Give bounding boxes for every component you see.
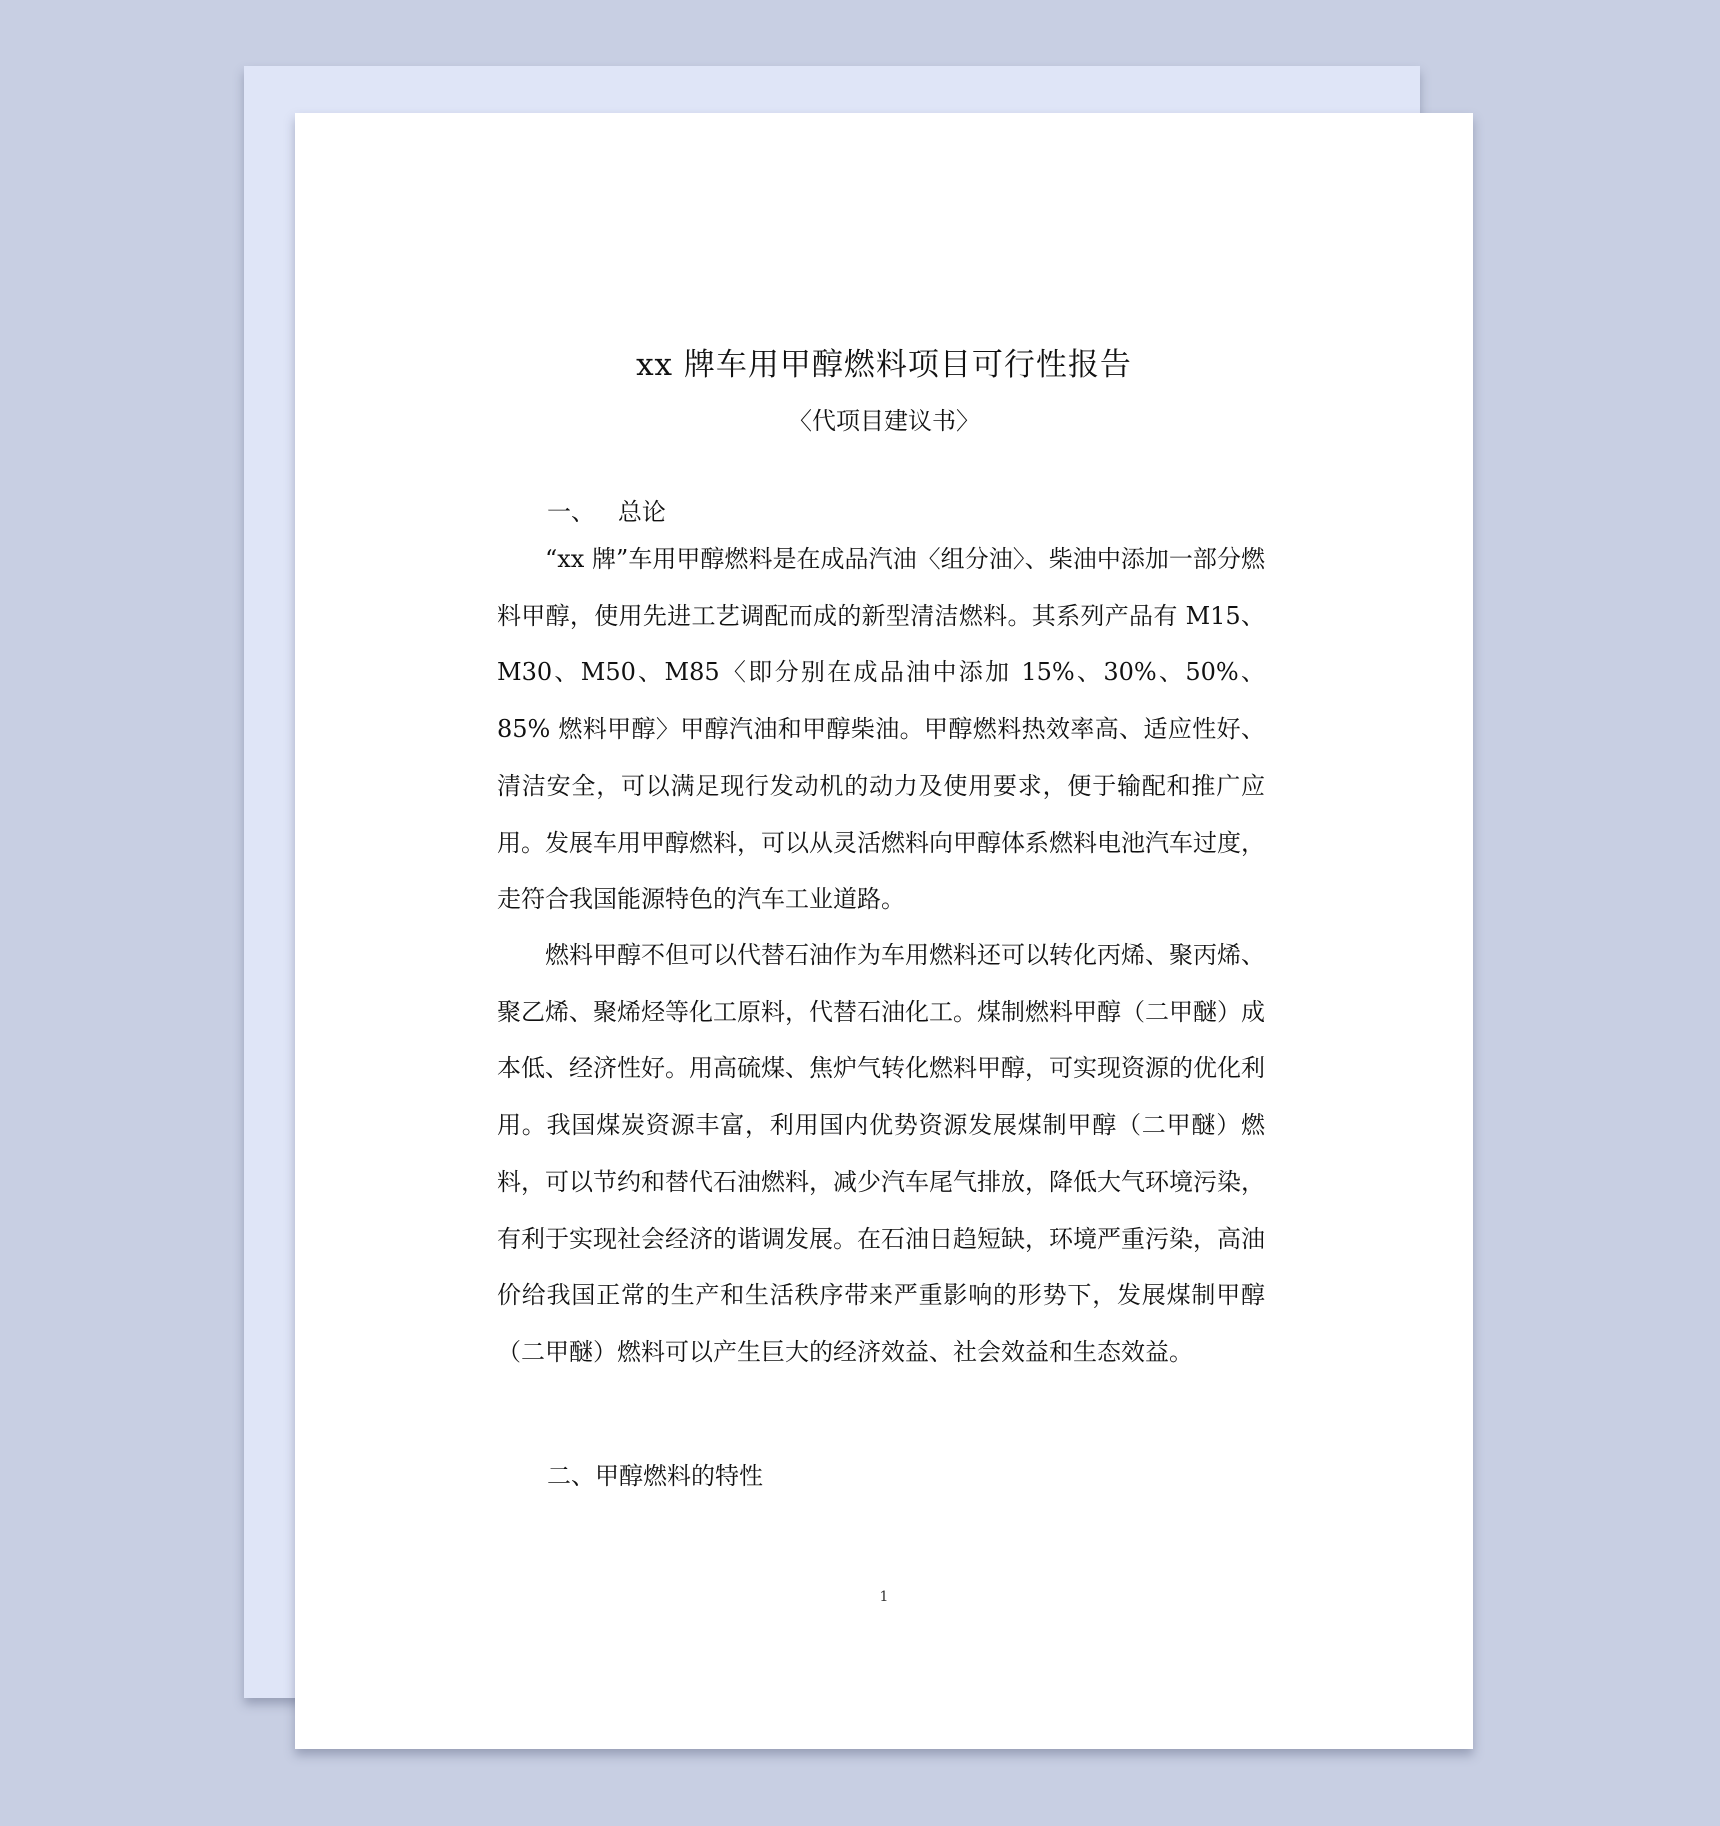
- document-title: xx 牌车用甲醇燃料项目可行性报告: [636, 347, 1132, 383]
- document-subtitle: 〈代项目建议书〉: [788, 407, 980, 435]
- section-heading-general: 一、 总论: [547, 498, 666, 526]
- section-heading-properties: 二、甲醇燃料的特性: [547, 1462, 763, 1490]
- paragraph-methanol-advantages: 燃料甲醇不但可以代替石油作为车用燃料还可以转化丙烯、聚丙烯、聚乙烯、聚烯烃等化工原料，代替石油化工。煤制燃料甲醇（二甲醚）成本低、经济性好。用高硫煤、焦炉气转化燃料甲醇，可实现资源的优化利用。我国煤炭资源丰富，利用国内优势资源发展煤制甲醇（二甲醚）燃料，可以节约和替代石油燃料，减少汽车尾气排放，降低大气环境污染，有利于实现社会经济的谐调发展。在石油日趋短缺，环境严重污染，高油价给我国正常的生产和生活秩序带来严重影响的形势下，发展煤制甲醇（二甲醚）燃料可以产生巨大的经济效益、社会效益和生态效益。: [497, 941, 1265, 1366]
- paragraph-intro: “xx 牌”车用甲醇燃料是在成品汽油〈组分油〉、柴油中添加一部分燃料甲醇，使用先进工艺调配而成的新型清洁燃料。其系列产品有 M15、M30、M50、M85〈即分别在成品油中添加 15%、30%、50%、85% 燃料甲醇〉甲醇汽油和甲醇柴油。甲醇燃料热效率高、适应性好、清洁安全，可以满足现行发动机的动力及使用要求，便于输配和推广应用。发展车用甲醇燃料，可以从灵活燃料向甲醇体系燃料电池汽车过度，走符合我国能源特色的汽车工业道路。: [497, 545, 1265, 914]
- document-page: [295, 113, 1473, 1749]
- page-number: 1: [879, 1589, 889, 1605]
